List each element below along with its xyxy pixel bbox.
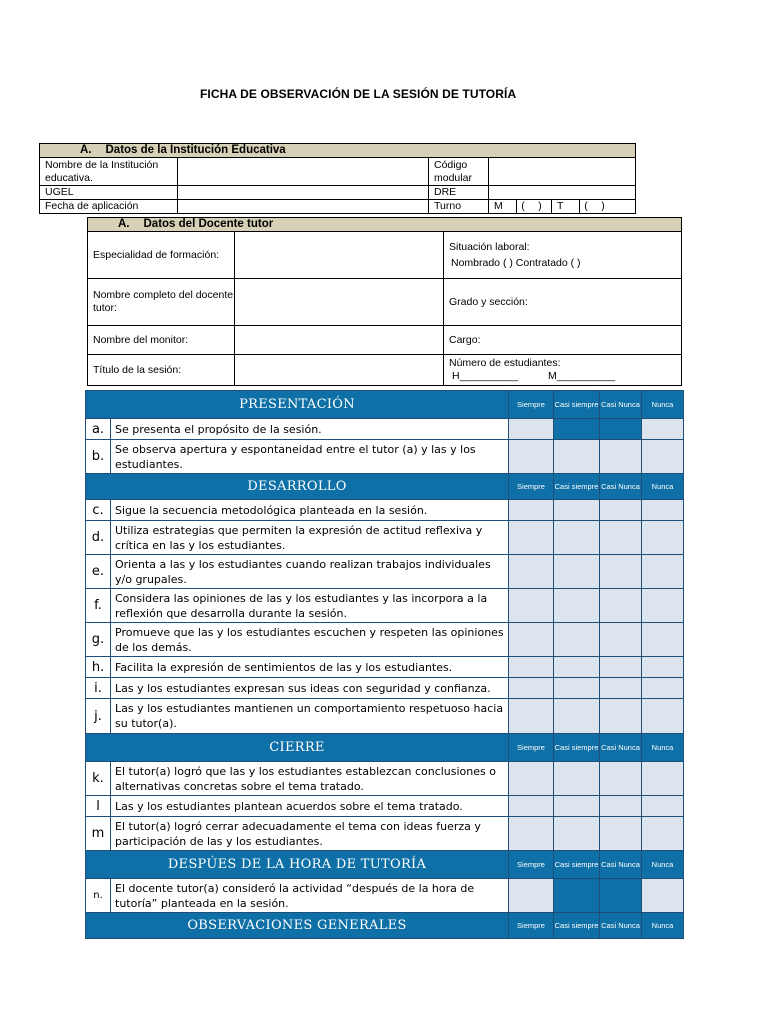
item-text: Utiliza estrategias que permiten la expresión de actitud reflexiva y crítica en las y los estudiantes. bbox=[111, 521, 509, 555]
option-never: Nunca bbox=[642, 913, 684, 939]
specialty-field[interactable] bbox=[235, 232, 444, 279]
cell-disabled bbox=[554, 879, 600, 913]
table-row bbox=[86, 762, 684, 796]
item-letter: m bbox=[86, 817, 111, 851]
item-text: Considera las opiniones de las y los estudiantes y las incorpora a la reflexión que desarrolla durante la sesión. bbox=[111, 589, 509, 623]
checkbox-never[interactable] bbox=[642, 521, 684, 555]
code-field[interactable] bbox=[489, 158, 636, 186]
ugel-label: UGEL bbox=[40, 186, 178, 200]
checkbox-never[interactable] bbox=[642, 817, 684, 851]
table-row bbox=[86, 678, 684, 699]
checkbox-always[interactable] bbox=[509, 817, 554, 851]
item-text: Las y los estudiantes plantean acuerdos sobre el tema tratado. bbox=[111, 796, 509, 817]
checkbox-almost-always[interactable] bbox=[554, 521, 600, 555]
checkbox-always[interactable] bbox=[509, 419, 554, 440]
section-desarrollo-title: DESARROLLO bbox=[86, 474, 509, 500]
checkbox-never[interactable] bbox=[642, 699, 684, 734]
item-text: Orienta a las y los estudiantes cuando realizan trabajos individuales y/o grupales. bbox=[111, 555, 509, 589]
item-letter: i. bbox=[86, 678, 111, 699]
checkbox-never[interactable] bbox=[642, 419, 684, 440]
section-cierre-title: CIERRE bbox=[86, 734, 509, 762]
option-almost-never: Casi Nunca bbox=[600, 734, 642, 762]
option-always: Siempre bbox=[509, 734, 554, 762]
checkbox-almost-always[interactable] bbox=[554, 623, 600, 657]
checkbox-always[interactable] bbox=[509, 678, 554, 699]
item-text: Sigue la secuencia metodológica planteada en la sesión. bbox=[111, 500, 509, 521]
checkbox-almost-always[interactable] bbox=[554, 657, 600, 678]
position-label: Cargo: bbox=[444, 326, 682, 355]
option-almost-always: Casi siempre bbox=[554, 851, 600, 879]
students-cell bbox=[444, 355, 682, 386]
section-b-header bbox=[88, 218, 682, 232]
table-row bbox=[86, 419, 684, 440]
option-almost-always: Casi siempre bbox=[554, 734, 600, 762]
table-row bbox=[86, 555, 684, 589]
turno-t-close: ) bbox=[601, 200, 605, 212]
institution-name-label: Nombre de la Institución educativa. bbox=[40, 158, 178, 186]
item-text: El tutor(a) logró cerrar adecuadamente el tema con ideas fuerza y participación de las y los estudiantes. bbox=[111, 817, 509, 851]
work-status-cell bbox=[444, 232, 682, 279]
cell-disabled bbox=[600, 419, 642, 440]
checkbox-almost-always[interactable] bbox=[554, 678, 600, 699]
item-text: Las y los estudiantes expresan sus ideas con seguridad y confianza. bbox=[111, 678, 509, 699]
checkbox-always[interactable] bbox=[509, 796, 554, 817]
option-always: Siempre bbox=[509, 474, 554, 500]
checkbox-almost-never[interactable] bbox=[600, 623, 642, 657]
page-title: FICHA DE OBSERVACIÓN DE LA SESIÓN DE TUTORÍA bbox=[200, 87, 517, 101]
checkbox-almost-never[interactable] bbox=[600, 817, 642, 851]
turno-m-close: ) bbox=[538, 200, 542, 212]
option-almost-never: Casi Nunca bbox=[600, 851, 642, 879]
checkbox-almost-always[interactable] bbox=[554, 699, 600, 734]
checkbox-almost-always[interactable] bbox=[554, 762, 600, 796]
section-b-letter: A. bbox=[118, 218, 130, 230]
ugel-field[interactable] bbox=[178, 186, 429, 200]
item-text: Facilita la expresión de sentimientos de las y los estudiantes. bbox=[111, 657, 509, 678]
grade-label: Grado y sección: bbox=[444, 279, 682, 326]
item-letter: j. bbox=[86, 699, 111, 734]
checkbox-always[interactable] bbox=[509, 623, 554, 657]
checkbox-never[interactable] bbox=[642, 678, 684, 699]
item-text: Se presenta el propósito de la sesión. bbox=[111, 419, 509, 440]
checkbox-almost-never[interactable] bbox=[600, 657, 642, 678]
item-letter: g. bbox=[86, 623, 111, 657]
item-letter: l bbox=[86, 796, 111, 817]
item-text: Promueve que las y los estudiantes escuchen y respeten las opiniones de los demás. bbox=[111, 623, 509, 657]
section-despues-title: DESPÚES DE LA HORA DE TUTORÍA bbox=[86, 851, 509, 879]
table-row bbox=[86, 699, 684, 734]
table-row bbox=[86, 500, 684, 521]
option-almost-always: Casi siempre bbox=[554, 391, 600, 419]
table-row bbox=[86, 440, 684, 474]
cell-disabled bbox=[600, 879, 642, 913]
section-a-title: Datos de la Institución Educativa bbox=[105, 144, 286, 156]
option-always: Siempre bbox=[509, 391, 554, 419]
option-almost-never: Casi Nunca bbox=[600, 913, 642, 939]
dre-label: DRE bbox=[429, 186, 489, 200]
table-row bbox=[86, 589, 684, 623]
checkbox-almost-always[interactable] bbox=[554, 817, 600, 851]
section-a-header bbox=[40, 144, 636, 158]
code-label: Código modular bbox=[429, 158, 489, 186]
specialty-label: Especialidad de formación: bbox=[88, 232, 235, 279]
checkbox-almost-never[interactable] bbox=[600, 678, 642, 699]
session-title-label: Título de la sesión: bbox=[88, 355, 235, 386]
table-row bbox=[86, 521, 684, 555]
section-observaciones-title: OBSERVACIONES GENERALES bbox=[86, 913, 509, 939]
checkbox-never[interactable] bbox=[642, 796, 684, 817]
checkbox-never[interactable] bbox=[642, 440, 684, 474]
checkbox-almost-never[interactable] bbox=[600, 555, 642, 589]
item-letter: d. bbox=[86, 521, 111, 555]
checkbox-never[interactable] bbox=[642, 879, 684, 913]
table-row bbox=[86, 623, 684, 657]
item-letter: n. bbox=[86, 879, 111, 913]
checkbox-always[interactable] bbox=[509, 657, 554, 678]
checkbox-never[interactable] bbox=[642, 500, 684, 521]
checkbox-always[interactable] bbox=[509, 500, 554, 521]
item-text: Las y los estudiantes mantienen un comportamiento respetuoso hacia su tutor(a). bbox=[111, 699, 509, 734]
institution-name-field[interactable] bbox=[178, 158, 429, 186]
option-never: Nunca bbox=[642, 734, 684, 762]
date-label: Fecha de aplicación bbox=[40, 200, 178, 214]
section-presentacion-title: PRESENTACIÓN bbox=[86, 391, 509, 419]
checkbox-never[interactable] bbox=[642, 657, 684, 678]
checkbox-always[interactable] bbox=[509, 440, 554, 474]
checkbox-always[interactable] bbox=[509, 762, 554, 796]
work-status-label: Situación laboral: bbox=[449, 240, 530, 253]
dre-field[interactable] bbox=[489, 186, 636, 200]
option-always: Siempre bbox=[509, 851, 554, 879]
item-letter: c. bbox=[86, 500, 111, 521]
checkbox-almost-never[interactable] bbox=[600, 500, 642, 521]
observation-table bbox=[85, 390, 684, 939]
checkbox-almost-always[interactable] bbox=[554, 440, 600, 474]
students-m[interactable]: M__________ bbox=[548, 370, 616, 382]
turno-m-label: M bbox=[494, 200, 503, 212]
checkbox-almost-never[interactable] bbox=[600, 762, 642, 796]
checkbox-never[interactable] bbox=[642, 623, 684, 657]
checkbox-almost-always[interactable] bbox=[554, 589, 600, 623]
item-letter: b. bbox=[86, 440, 111, 474]
students-h[interactable]: H__________ bbox=[452, 370, 518, 382]
date-field[interactable] bbox=[178, 200, 429, 214]
monitor-label: Nombre del monitor: bbox=[88, 326, 235, 355]
turno-field[interactable] bbox=[489, 200, 636, 214]
tutor-data-table bbox=[87, 217, 682, 386]
checkbox-always[interactable] bbox=[509, 589, 554, 623]
option-almost-always: Casi siempre bbox=[554, 913, 600, 939]
checkbox-always[interactable] bbox=[509, 879, 554, 913]
turno-t-label: T bbox=[551, 200, 579, 213]
tutor-name-field[interactable] bbox=[235, 279, 444, 326]
item-letter: f. bbox=[86, 589, 111, 623]
turno-m-open: ( bbox=[516, 200, 529, 213]
students-label: Número de estudiantes: bbox=[449, 357, 561, 369]
cell-disabled bbox=[554, 419, 600, 440]
checkbox-almost-never[interactable] bbox=[600, 589, 642, 623]
checkbox-almost-always[interactable] bbox=[554, 555, 600, 589]
checkbox-always[interactable] bbox=[509, 555, 554, 589]
item-letter: a. bbox=[86, 419, 111, 440]
item-text: Se observa apertura y espontaneidad entre el tutor (a) y las y los estudiantes. bbox=[111, 440, 509, 474]
checkbox-almost-never[interactable] bbox=[600, 521, 642, 555]
table-row bbox=[86, 817, 684, 851]
checkbox-never[interactable] bbox=[642, 555, 684, 589]
option-never: Nunca bbox=[642, 391, 684, 419]
option-always: Siempre bbox=[509, 913, 554, 939]
monitor-field[interactable] bbox=[235, 326, 444, 355]
item-letter: k. bbox=[86, 762, 111, 796]
option-almost-never: Casi Nunca bbox=[600, 474, 642, 500]
checkbox-always[interactable] bbox=[509, 699, 554, 734]
item-letter: h. bbox=[86, 657, 111, 678]
option-never: Nunca bbox=[642, 851, 684, 879]
checkbox-never[interactable] bbox=[642, 589, 684, 623]
option-almost-always: Casi siempre bbox=[554, 474, 600, 500]
checkbox-never[interactable] bbox=[642, 762, 684, 796]
checkbox-almost-never[interactable] bbox=[600, 796, 642, 817]
item-text: El tutor(a) logró que las y los estudiantes establezcan conclusiones o alternativas concretas sobre el tema tratado. bbox=[111, 762, 509, 796]
institution-data-table bbox=[39, 143, 636, 214]
turno-t-open: ( bbox=[579, 200, 592, 213]
checkbox-always[interactable] bbox=[509, 521, 554, 555]
session-title-field[interactable] bbox=[235, 355, 444, 386]
item-letter: e. bbox=[86, 555, 111, 589]
turno-label: Turno bbox=[429, 200, 489, 214]
section-b-title: Datos del Docente tutor bbox=[143, 218, 274, 230]
tutor-name-label: Nombre completo del docente tutor: bbox=[88, 279, 235, 326]
checkbox-almost-always[interactable] bbox=[554, 796, 600, 817]
table-row bbox=[86, 796, 684, 817]
checkbox-almost-always[interactable] bbox=[554, 500, 600, 521]
option-never: Nunca bbox=[642, 474, 684, 500]
table-row bbox=[86, 657, 684, 678]
option-almost-never: Casi Nunca bbox=[600, 391, 642, 419]
work-status-options[interactable]: Nombrado ( ) Contratado ( ) bbox=[451, 256, 581, 269]
item-text: El docente tutor(a) consideró la actividad “después de la hora de tutoría” planteada en la sesión. bbox=[111, 879, 509, 913]
checkbox-almost-never[interactable] bbox=[600, 440, 642, 474]
section-a-letter: A. bbox=[80, 144, 92, 156]
table-row bbox=[86, 879, 684, 913]
checkbox-almost-never[interactable] bbox=[600, 699, 642, 734]
